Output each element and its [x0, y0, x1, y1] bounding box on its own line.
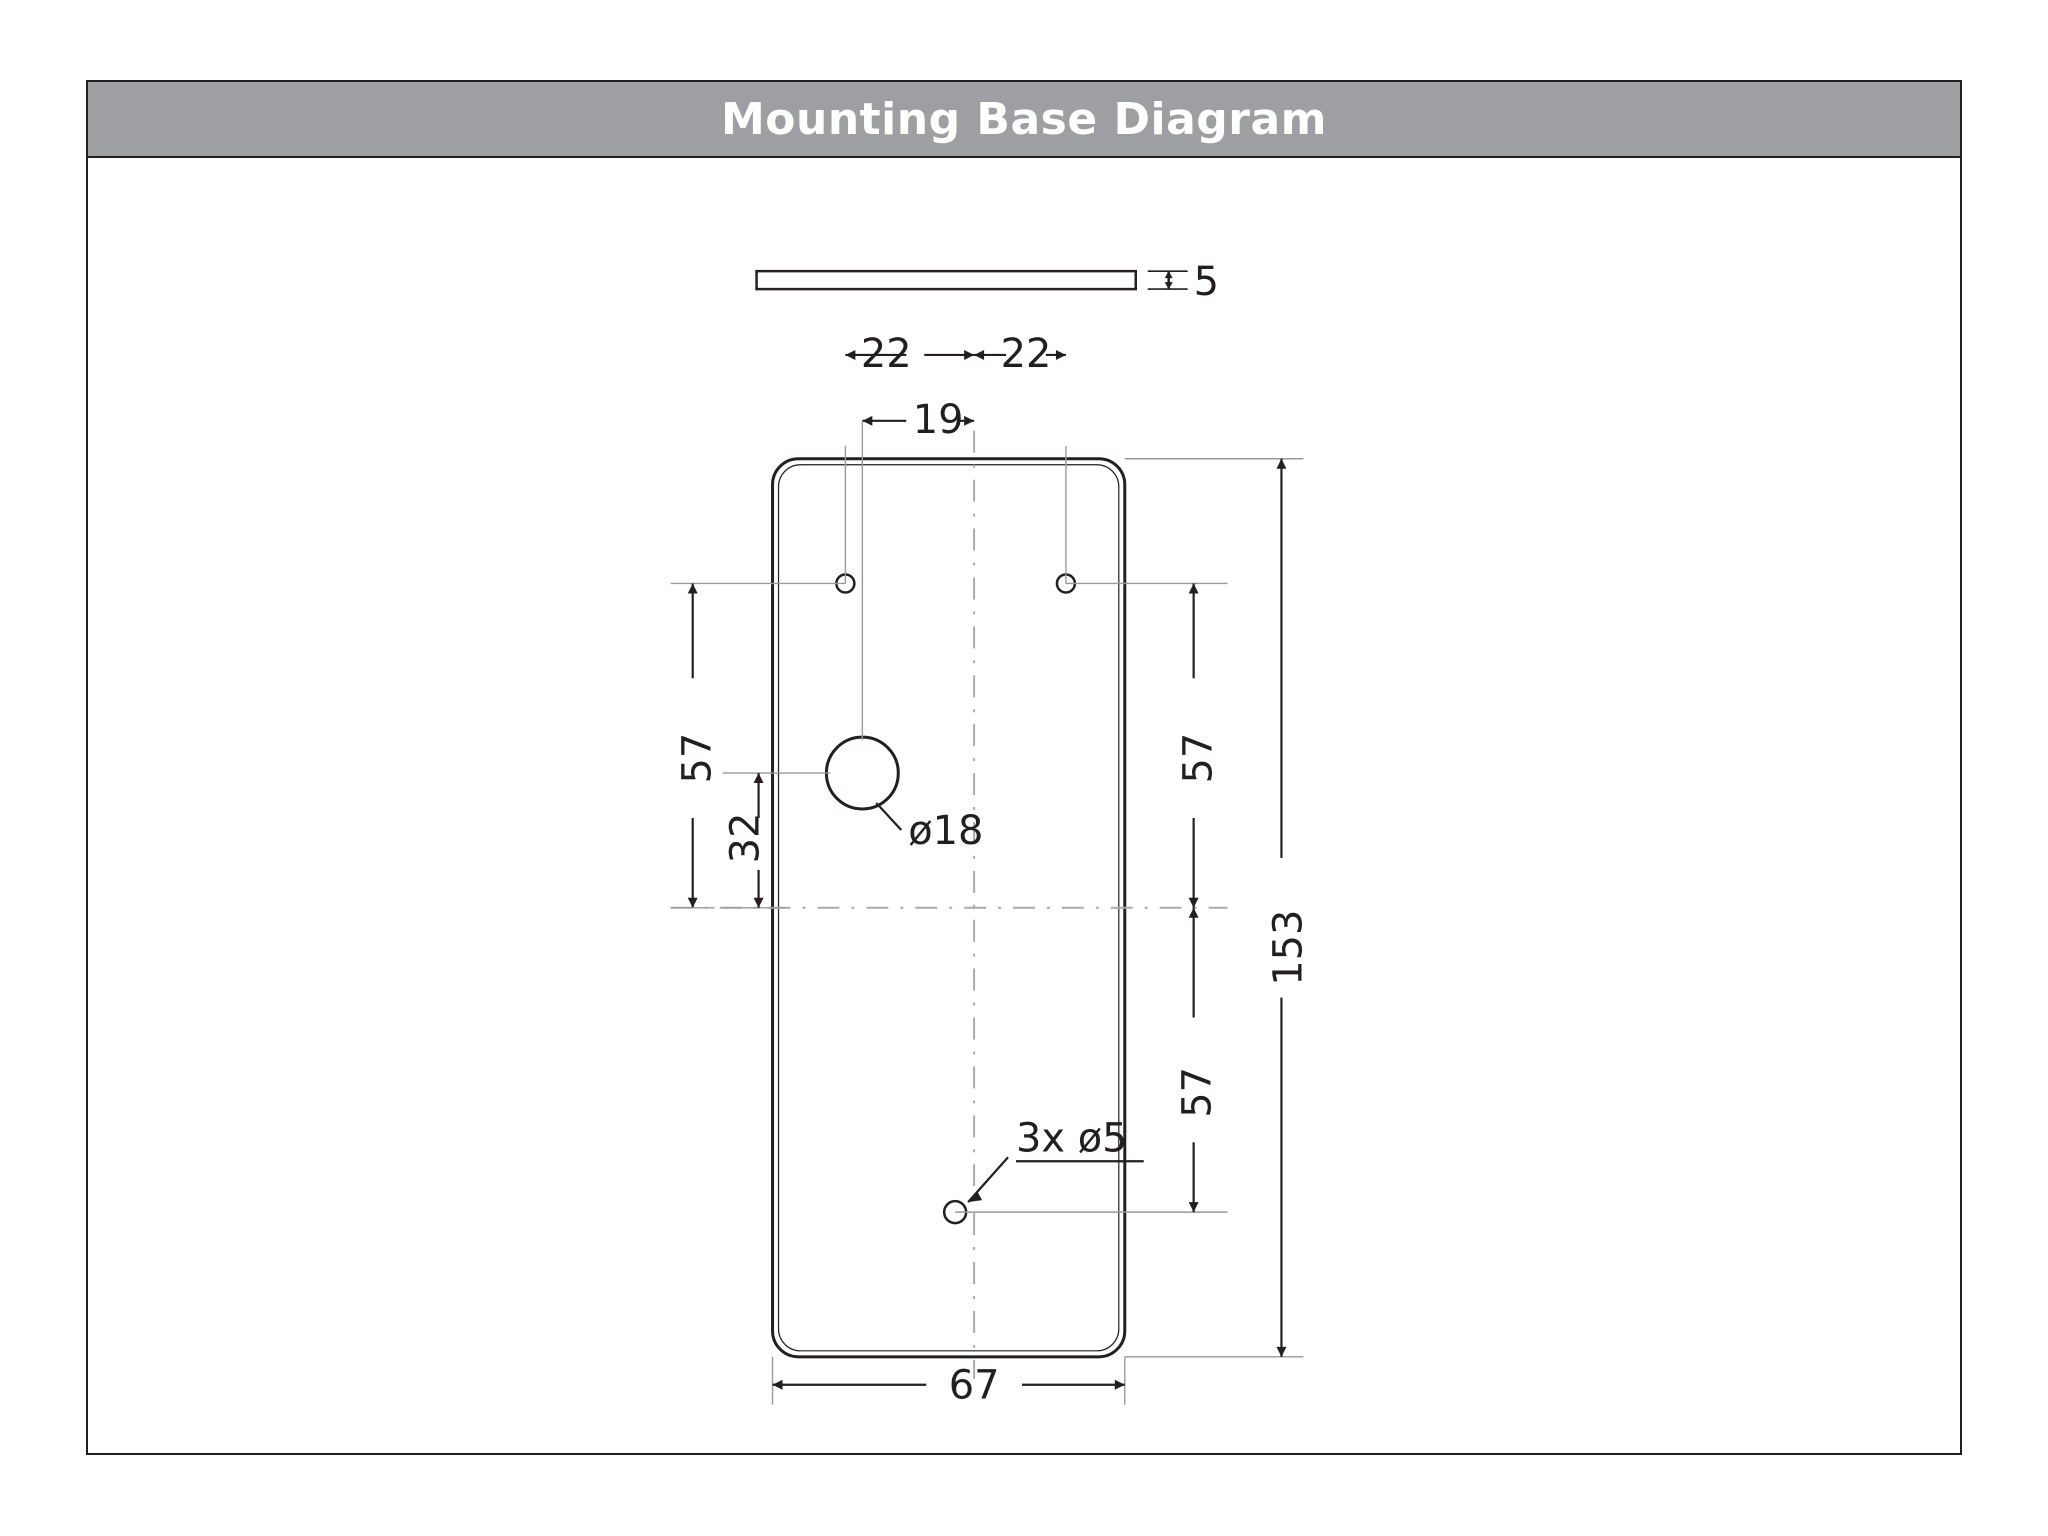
arrow-67-right	[1115, 1380, 1125, 1390]
arrow-32-top	[754, 773, 764, 783]
dim-22-right: 22	[1000, 330, 1052, 377]
arrow-19-left	[862, 416, 872, 426]
cable-hole	[826, 737, 898, 809]
arrow-22-left-inner	[964, 350, 974, 360]
arrow-153-bottom	[1276, 1347, 1286, 1357]
dim-67: 67	[948, 1362, 1000, 1409]
side-profile-rect	[757, 271, 1136, 289]
title-bar	[88, 82, 1960, 158]
front-plate-view	[671, 431, 1228, 1379]
arrow-57-right-upper-bottom	[1189, 898, 1199, 908]
thickness-arrow-bottom	[1165, 282, 1173, 289]
arrow-22-right	[1056, 350, 1066, 360]
side-profile-view	[757, 259, 1219, 305]
dim-32: 32	[722, 812, 769, 864]
technical-drawing	[88, 158, 1960, 1453]
dim-57-right-lower: 57	[1174, 1066, 1221, 1118]
page-title: Mounting Base Diagram	[720, 93, 1328, 145]
arrow-57-right-upper-top	[1189, 583, 1199, 593]
drawing-frame	[86, 80, 1962, 1455]
bottom-width-dimension	[773, 1357, 1125, 1409]
arrow-57-left-top	[688, 583, 698, 593]
dim-3x-o5: 3x ø5	[1016, 1115, 1128, 1162]
arrow-32-bottom	[754, 898, 764, 908]
arrow-67-left	[773, 1380, 783, 1390]
dim-57-right-upper: 57	[1175, 732, 1222, 784]
arrow-153-top	[1276, 459, 1286, 469]
thickness-arrow-top	[1165, 271, 1173, 278]
arrow-57-left-bottom	[688, 898, 698, 908]
dim-19: 19	[912, 396, 964, 443]
dim-153: 153	[1265, 909, 1312, 986]
dim-57-left: 57	[674, 732, 721, 784]
arrow-19-right	[964, 416, 974, 426]
dim-22-left: 22	[860, 330, 912, 377]
arrow-22-left	[845, 350, 855, 360]
dim-thickness-5: 5	[1193, 259, 1220, 306]
arrow-22-right-inner	[974, 350, 984, 360]
dim-o18: ø18	[908, 807, 984, 854]
arrow-57-right-lower-bottom	[1189, 1202, 1199, 1212]
arrow-57-right-lower-top	[1189, 908, 1199, 918]
